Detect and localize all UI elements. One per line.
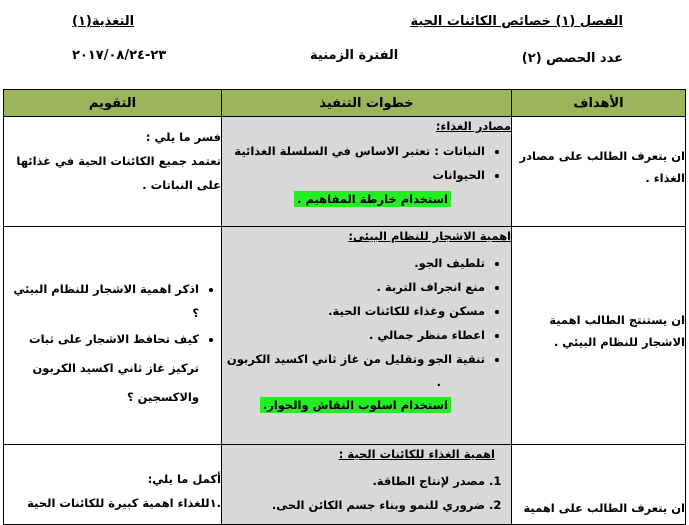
lesson-plan-table	[3, 89, 686, 525]
header-evaluation: التقويم	[4, 90, 222, 117]
time-period-label: الفترة الزمنية	[310, 48, 399, 63]
list-item: 1. مصدر لإنتاج الطاقة.	[222, 469, 485, 493]
evaluation-cell	[4, 117, 222, 227]
list-item: • كيف تحافظ الاشجار على ثبات تركيز غاز ثاني اكسيد الكربون والاكسجين ؟	[4, 325, 199, 412]
section-title: مصادر الغذاء:	[435, 119, 511, 133]
trailing-dot: .	[436, 375, 441, 389]
list-item: • الحيوانات	[222, 163, 485, 187]
strategy-highlight: استخدام اسلوب النقاش والحوار.	[260, 397, 451, 413]
list-item: 2. ضروري للنمو وبناء جسم الكائن الحى.	[222, 493, 485, 517]
list-item: • مسكن وغذاء للكائنات الحية.	[222, 299, 485, 323]
steps-cell	[222, 445, 512, 525]
list-item: • النباتات : تعتبر الاساس في السلسلة الغذائية	[222, 139, 485, 163]
header-objectives: الأهداف	[512, 90, 686, 117]
table-row	[4, 227, 686, 445]
section-title: اهمية الغذاء للكائنات الحية :	[338, 447, 495, 461]
header-steps: خطوات التنفيذ	[222, 90, 512, 117]
list-item: • اعطاء منظر جمالي .	[222, 323, 485, 347]
list-item: • اذكر اهمية الاشجار للنظام البيئي ؟	[4, 277, 199, 325]
evaluation-line: أكمل ما يلي:	[147, 472, 221, 486]
evaluation-cell	[4, 227, 222, 445]
table-row	[4, 117, 686, 227]
objective-cell	[512, 117, 686, 227]
evaluation-line: تعتمد جميع الكائنات الحية في غذائها	[16, 154, 221, 168]
table-header-row	[4, 90, 686, 117]
steps-cell	[222, 227, 512, 445]
evaluation-line: فسر ما يلي :	[145, 130, 221, 144]
objective-cell	[512, 227, 686, 445]
list-item: • تنقية الجو وتقليل من غاز ثاني اكسيد الكربون	[222, 347, 485, 371]
section-title: اهمية الاشجار للنظام البيئى:	[348, 229, 511, 243]
objective-text: ان يستنتج الطالب اهمية الاشجار للنظام البيئي .	[549, 313, 685, 349]
steps-cell	[222, 117, 512, 227]
chapter-title: الفصل (١) خصائص الكائنات الحية	[410, 14, 623, 29]
unit-title: التغذية(١)	[72, 14, 135, 29]
date-range: ٢٣-٢٠١٧/٠٨/٢٤	[72, 48, 167, 63]
evaluation-cell	[4, 445, 222, 525]
evaluation-line: على النباتات .	[142, 178, 221, 192]
list-item: • منع انجراف التربة .	[222, 275, 485, 299]
evaluation-line: .١للغذاء اهمية كبيرة للكائنات الحية	[27, 496, 221, 510]
list-item: • تلطيف الجو.	[222, 251, 485, 275]
objective-text: ان يتعرف الطالب على مصادر الغذاء .	[519, 149, 685, 185]
periods-count: عدد الحصص (٢)	[521, 51, 623, 66]
strategy-highlight: استخدام خارطة المفاهيم .	[294, 191, 451, 207]
objective-cell	[512, 445, 686, 525]
objective-text: ان يتعرف الطالب على اهمية	[523, 501, 685, 515]
table-row	[4, 445, 686, 525]
